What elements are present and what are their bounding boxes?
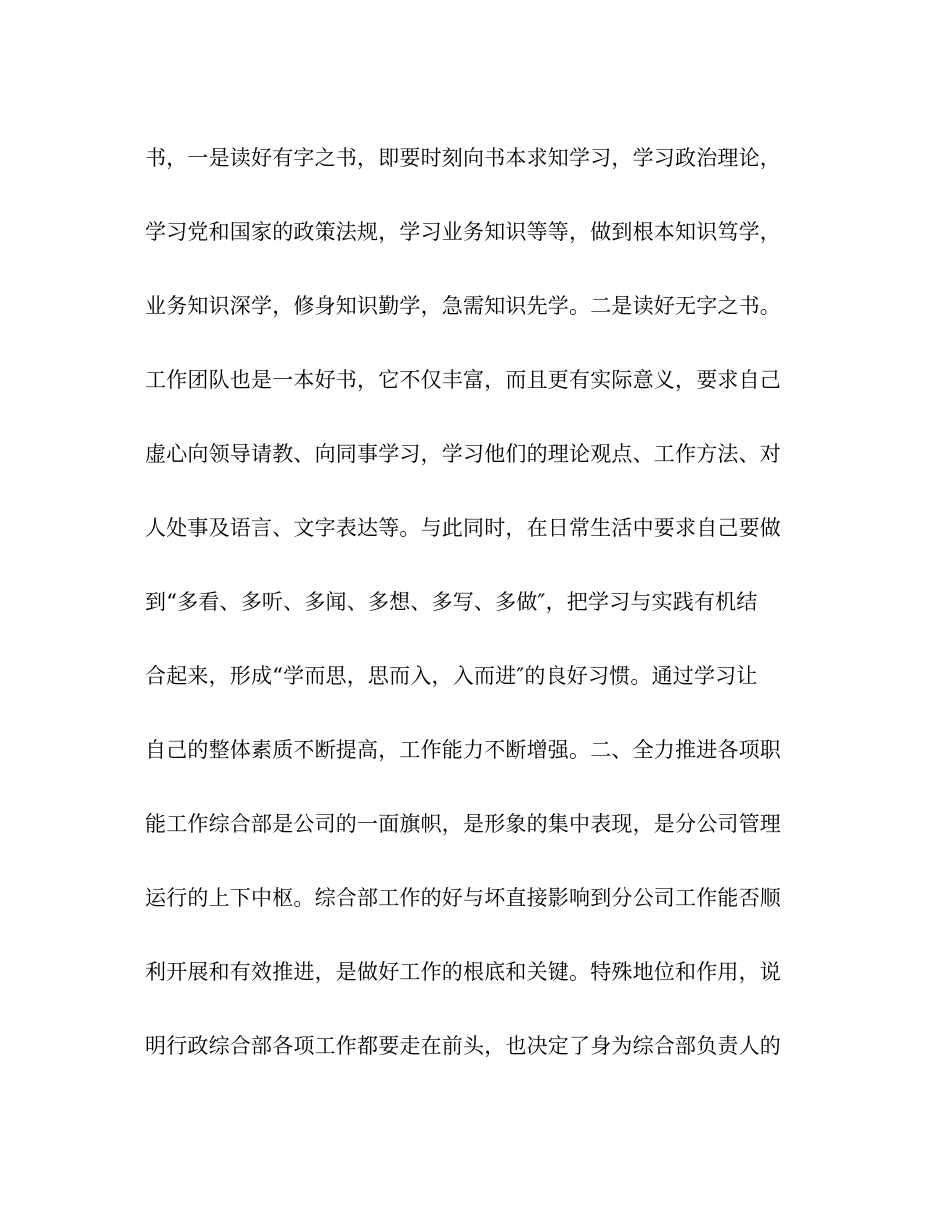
text-line-8: 合起来，形成“学而思，思而入，入而进″的良好习惯。通过学习让 [145, 664, 758, 688]
text-line-4: 工作团队也是一本好书，它不仅丰富，而且更有实际意义，要求自己 [145, 368, 781, 392]
text-line-12: 利开展和有效推进，是做好工作的根底和关键。特殊地位和作用，说 [145, 960, 781, 984]
text-line-9: 自己的整体素质不断提高，工作能力不断增强。二、全力推进各项职 [145, 738, 781, 762]
text-line-7: 到“多看、多听、多闻、多想、多写、多做″，把学习与实践有机结 [145, 590, 758, 614]
text-line-13: 明行政综合部各项工作都要走在前头，也决定了身为综合部负责人的 [145, 1034, 781, 1058]
text-line-5: 虚心向领导请教、向同事学习，学习他们的理论观点、工作方法、对 [145, 442, 781, 466]
text-line-11: 运行的上下中枢。综合部工作的好与坏直接影响到分公司工作能否顺 [145, 886, 781, 910]
text-line-6: 人处事及语言、文字表达等。与此同时，在日常生活中要求自己要做 [145, 516, 781, 540]
text-line-1: 书，一是读好有字之书，即要时刻向书本求知学习，学习政治理论， [145, 146, 781, 170]
text-line-3: 业务知识深学，修身知识勤学，急需知识先学。二是读好无字之书。 [145, 294, 781, 318]
body-text [145, 138, 825, 1100]
text-line-10: 能工作综合部是公司的一面旗帜，是形象的集中表现，是分公司管理 [145, 812, 781, 836]
text-line-2: 学习党和国家的政策法规，学习业务知识等等，做到根本知识笃学， [145, 220, 781, 244]
